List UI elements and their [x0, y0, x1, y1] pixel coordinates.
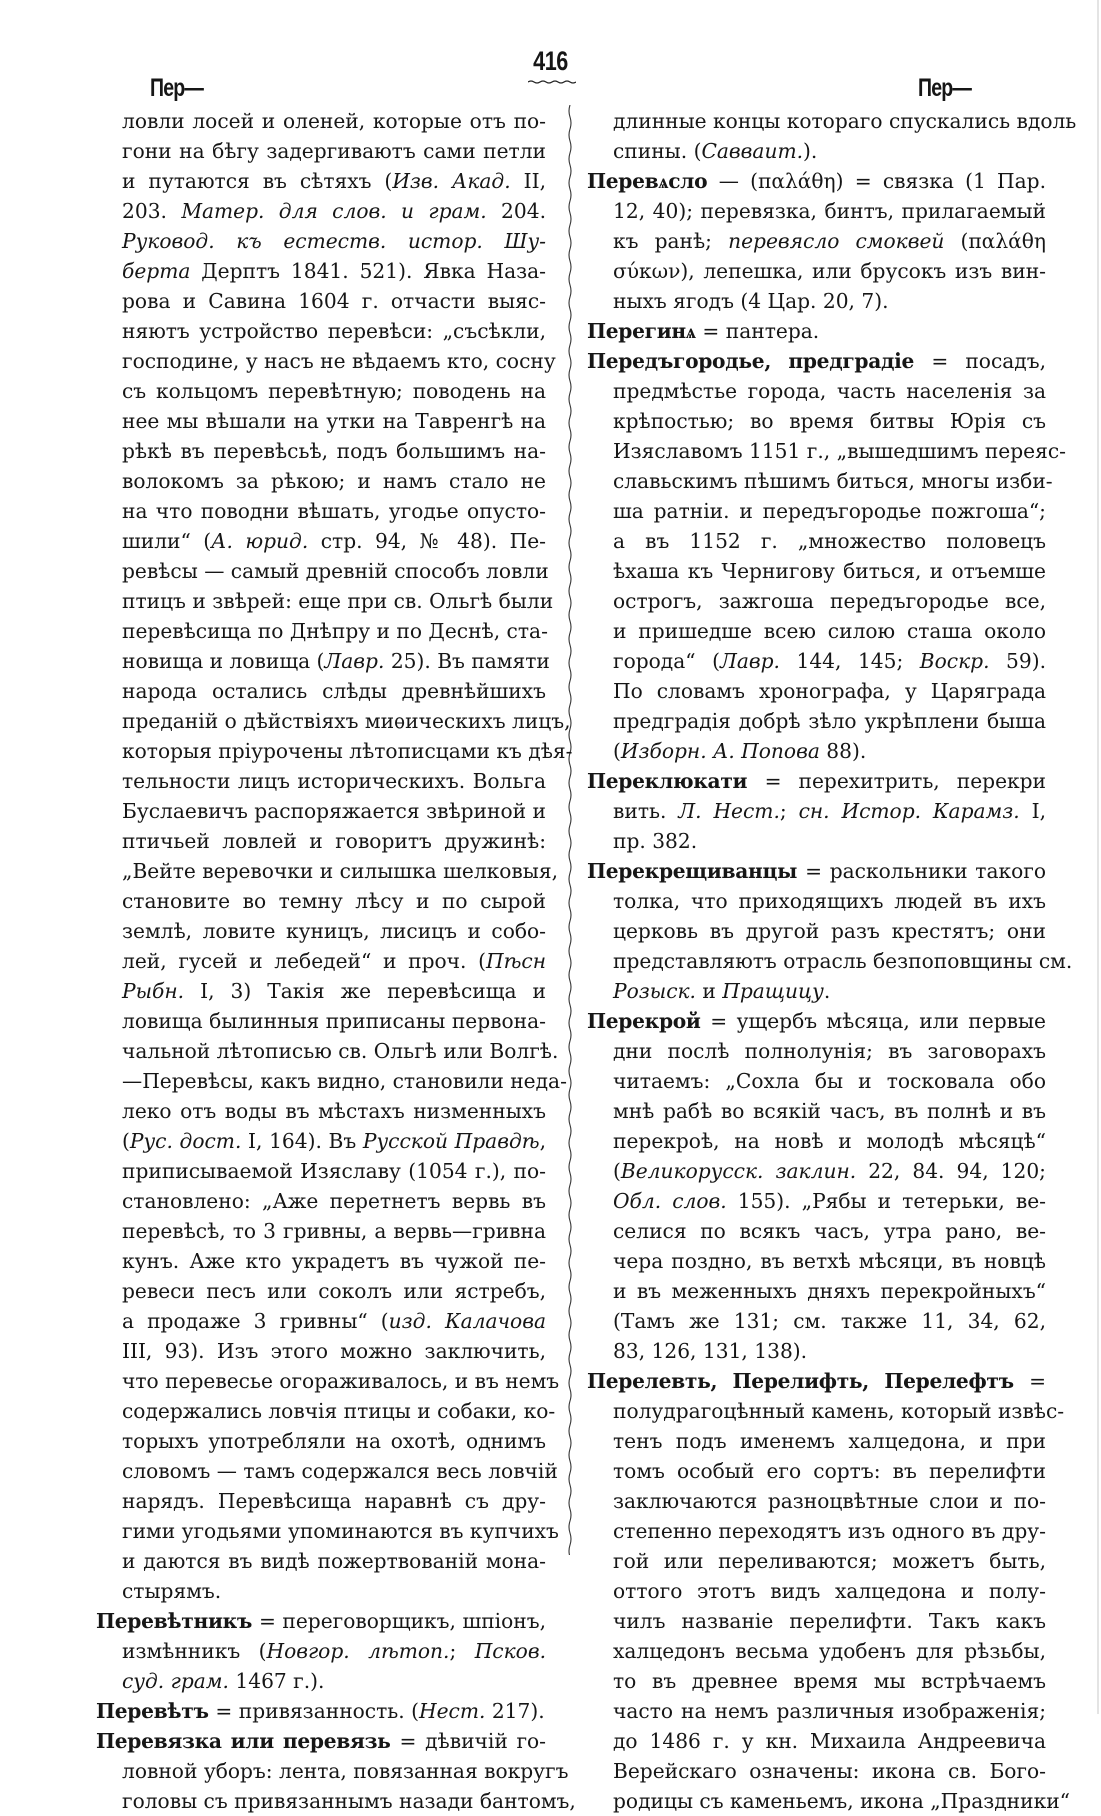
- entry-line: [587, 1156, 1046, 1186]
- headword: Перевѣтъ: [96, 1699, 216, 1723]
- citation-text: Изборн. А. Попова: [620, 739, 820, 763]
- line-text: 204.: [486, 199, 546, 223]
- entry-line: [587, 976, 1046, 1006]
- line-text: ;: [449, 1639, 475, 1663]
- citation-text: Великорусск. заклин.: [620, 1159, 857, 1183]
- entry-line: [587, 526, 1046, 556]
- continuation-line: [96, 286, 546, 316]
- line-text: становлено: „Аже перетнетъ вервь въ: [122, 1189, 546, 1213]
- line-text: и даются въ видѣ пожертвованій мона-: [122, 1549, 546, 1573]
- line-text: I, 164). Въ: [241, 1129, 363, 1153]
- line-text: нее мы вѣшали на утки на Тавренгѣ на: [122, 409, 546, 433]
- continuation-line: [587, 106, 1077, 136]
- headword: Перевѧсло: [587, 169, 719, 193]
- continuation-line: [96, 466, 546, 496]
- line-text: (Тамъ же 131; см. также 11, 34, 62,: [613, 1309, 1046, 1333]
- citation-text: Обл. слов.: [613, 1189, 727, 1213]
- line-text: = привязанность. (: [215, 1699, 419, 1723]
- line-text: приписываемой Изяславу (1054 г.), по-: [122, 1159, 546, 1183]
- entry-headline: [96, 1726, 546, 1756]
- line-text: которыя пріурочены лѣтописцами къ дѣя-: [122, 739, 573, 763]
- entry-line: [587, 1576, 1046, 1606]
- line-text: 22, 84. 94, 120;: [856, 1159, 1046, 1183]
- continuation-line: [96, 616, 546, 646]
- line-text: ныхъ ягодъ (4 Цар. 20, 7).: [613, 289, 889, 313]
- citation-text: Рыбн.: [122, 979, 185, 1003]
- citation-text: Руковод. къ естеств. истор. Шу-: [122, 229, 546, 253]
- entry-line: [587, 1396, 1065, 1426]
- line-text: = раскольники такого: [805, 859, 1046, 883]
- entry-line: [587, 1756, 1046, 1786]
- continuation-line: [96, 1426, 546, 1456]
- column-divider-icon: [567, 105, 573, 1555]
- continuation-line: [96, 1486, 546, 1516]
- line-text: головы съ привязаннымъ назади бантомъ,: [122, 1789, 576, 1813]
- continuation-line: [96, 556, 549, 586]
- citation-text: суд. грам.: [122, 1669, 229, 1693]
- entry-line: [587, 406, 1046, 436]
- line-text: гони на бѣгу задергиваютъ сами петли: [122, 139, 546, 163]
- line-text: 144, 145;: [779, 649, 920, 673]
- line-text: стр. 94, № 48). Пе-: [308, 529, 546, 553]
- line-text: представляютъ отрасль безпоповщины см.: [613, 949, 1073, 973]
- line-text: ).: [803, 139, 818, 163]
- line-text: кунъ. Аже кто украдетъ въ чужой пе-: [122, 1249, 546, 1273]
- line-text: родицы съ каменьемъ, икона „Праздники“: [613, 1789, 1070, 1813]
- citation-text: перевясло смоквей: [728, 229, 945, 253]
- line-text: землѣ, ловите куницъ, лисицъ и собо-: [122, 919, 546, 943]
- entry-line: [96, 1636, 546, 1666]
- line-text: (: [613, 1159, 621, 1183]
- citation-text: Лавр.: [719, 649, 780, 673]
- entry-line: [587, 1246, 1046, 1276]
- continuation-line: [96, 1396, 556, 1426]
- line-text: стырямъ.: [122, 1579, 222, 1603]
- line-text: По словамъ хронографа, у Царяграда: [613, 679, 1046, 703]
- line-text: 12, 40); перевязка, бинтъ, прилагаемый: [613, 199, 1046, 223]
- line-text: σύκων), лепешка, или брусокъ изъ вин-: [613, 259, 1046, 283]
- entry-line: [587, 286, 1046, 316]
- entry-line: [96, 1666, 546, 1696]
- citation-text: Матер. для слов. и грам.: [181, 199, 487, 223]
- continuation-line: [96, 376, 546, 406]
- citation-text: Лавр.: [324, 649, 385, 673]
- line-text: ловной уборъ: лента, повязанная вокругъ: [122, 1759, 569, 1783]
- entry-line: [587, 1546, 1046, 1576]
- line-text: и путаются въ сѣтяхъ (: [122, 169, 393, 193]
- line-text: къ ранѣ;: [613, 229, 729, 253]
- entry-line: [587, 1336, 1046, 1366]
- entry-headline: [587, 346, 1046, 376]
- citation-text: Нест.: [418, 1699, 486, 1723]
- line-text: степенно переходятъ изъ одного въ дру-: [613, 1519, 1046, 1543]
- headword: Переклюкати: [587, 769, 765, 793]
- entry-line: [587, 226, 1046, 256]
- entry-line: [587, 1666, 1046, 1696]
- line-text: и пришедше всею силою сташа около: [613, 619, 1046, 643]
- headword: Перелевть, Перелифть, Перелефтъ: [587, 1369, 1030, 1393]
- continuation-line: [96, 1186, 546, 1216]
- line-text: тенъ подъ именемъ халцедона, и при: [613, 1429, 1046, 1453]
- citation-text: берта: [122, 259, 191, 283]
- line-text: 88).: [819, 739, 867, 763]
- entry-line: [587, 556, 1046, 586]
- line-text: съ кольцомъ перевѣтную; поводень на: [122, 379, 546, 403]
- continuation-line: [96, 736, 573, 766]
- line-text: а продаже 3 гривны“ (: [122, 1309, 389, 1333]
- line-text: спины. (: [613, 139, 702, 163]
- line-text: селися по всякъ часъ, утра рано, ве-: [613, 1219, 1046, 1243]
- line-text: дни послѣ полнолунія; въ заговорахъ: [613, 1039, 1046, 1063]
- continuation-line: [96, 106, 546, 136]
- continuation-line: [96, 1156, 546, 1186]
- line-text: (: [122, 1129, 130, 1153]
- continuation-line: [96, 946, 546, 976]
- continuation-line: [96, 766, 546, 796]
- line-text: чилъ названіе перелифти. Такъ какъ: [613, 1609, 1046, 1633]
- line-text: новища и ловища (: [122, 649, 325, 673]
- entry-line: [587, 1066, 1046, 1096]
- entry-line: [587, 1636, 1046, 1666]
- entry-line: [587, 1306, 1046, 1336]
- headword: Перевѣтникъ: [96, 1609, 259, 1633]
- citation-text: Пращицу: [722, 979, 824, 1003]
- left-column: [96, 106, 576, 1816]
- entry-line: [587, 1426, 1046, 1456]
- line-text: церковь въ другой разъ крестятъ; они: [613, 919, 1046, 943]
- line-text: 155). „Рябы и тетерьки, ве-: [726, 1189, 1046, 1213]
- line-text: =: [1029, 1369, 1046, 1393]
- line-text: = пантера.: [702, 319, 820, 343]
- continuation-line: [96, 1366, 560, 1396]
- line-text: 203.: [122, 199, 182, 223]
- running-head-right: Пер—: [918, 74, 972, 102]
- entry-line: [587, 886, 1046, 916]
- line-text: лей, гусей и лебедей“ и проч. (: [122, 949, 486, 973]
- line-text: предмѣстье города, часть населенія за: [613, 379, 1046, 403]
- line-text: ловли лосей и оленей, которые отъ по-: [122, 109, 546, 133]
- continuation-line: [96, 916, 546, 946]
- line-text: длинные концы котораго спускались вдоль: [613, 109, 1077, 133]
- page-number: 416: [533, 46, 568, 76]
- entry-headline: [587, 766, 1046, 796]
- page-number-underline-icon: [528, 80, 576, 84]
- continuation-line: [587, 136, 1046, 166]
- citation-text: сн. Истор. Карамз.: [798, 799, 1020, 823]
- citation-text: Рус. дост.: [129, 1129, 242, 1153]
- entry-line: [587, 1516, 1046, 1546]
- continuation-line: [96, 1096, 546, 1126]
- entry-line: [587, 796, 1046, 826]
- headword: Перекрещиванцы: [587, 859, 806, 883]
- entry-line: [587, 256, 1046, 286]
- continuation-line: [96, 676, 546, 706]
- line-text: господине, у насъ не вѣдаемъ кто, сосну: [122, 349, 556, 373]
- continuation-line: [96, 1216, 546, 1246]
- citation-text: Пѣсн: [485, 949, 546, 973]
- line-text: острогъ, зажгоша передъгородье все,: [613, 589, 1046, 613]
- line-text: становите во темну лѣсу и по сырой: [122, 889, 546, 913]
- line-text: города“ (: [613, 649, 720, 673]
- line-text: 217).: [485, 1699, 545, 1723]
- entry-line: [587, 1186, 1046, 1216]
- line-text: перекроѣ, на новѣ и молодѣ мѣсяцѣ“: [613, 1129, 1046, 1153]
- citation-text: Воскр.: [919, 649, 990, 673]
- line-text: то въ древнее время мы встрѣчаемъ: [613, 1669, 1046, 1693]
- line-text: „Вейте веревочки и силышка шелковыя,: [122, 859, 559, 883]
- continuation-line: [96, 436, 546, 466]
- line-text: гими угодьями упоминаются въ купчихъ: [122, 1519, 559, 1543]
- continuation-line: [96, 1276, 546, 1306]
- line-text: .: [823, 979, 831, 1003]
- entry-line: [587, 1096, 1046, 1126]
- entry-line: [587, 586, 1046, 616]
- line-text: пр. 382.: [613, 829, 698, 853]
- line-text: мнѣ рабѣ во всякій часъ, въ полнѣ и въ: [613, 1099, 1046, 1123]
- citation-text: А. юрид.: [211, 529, 309, 553]
- line-text: ревеси песъ или соколъ или ястребъ,: [122, 1279, 546, 1303]
- continuation-line: [96, 196, 546, 226]
- entry-line: [587, 826, 1046, 856]
- line-text: III, 93). Изъ этого можно заключить,: [122, 1339, 546, 1363]
- entry-line: [587, 1276, 1046, 1306]
- entry-line: [587, 1606, 1046, 1636]
- entry-headline: [587, 1006, 1046, 1036]
- entry-line: [587, 916, 1046, 946]
- entry-headline: [587, 856, 1046, 886]
- continuation-line: [96, 886, 546, 916]
- continuation-line: [96, 646, 550, 676]
- entry-line: [587, 676, 1046, 706]
- line-text: ловища былинныя приписаны первона-: [122, 1009, 546, 1033]
- entry-line: [587, 466, 1053, 496]
- citation-text: Розыск.: [613, 979, 696, 1003]
- line-text: гой или переливаются; можетъ быть,: [613, 1549, 1046, 1573]
- line-text: и въ меженныхъ дняхъ перекройныхъ“: [613, 1279, 1046, 1303]
- line-text: (: [613, 739, 621, 763]
- right-column: [587, 106, 1077, 1816]
- entry-line: [587, 706, 1046, 736]
- line-text: 25). Въ памяти: [384, 649, 550, 673]
- line-text: = ущербъ мѣсяца, или первые: [710, 1009, 1047, 1033]
- continuation-line: [96, 346, 556, 376]
- line-text: читаемъ: „Сохла бы и тосковала обо: [613, 1069, 1046, 1093]
- line-text: птичьей ловлей и говоритъ дружинѣ:: [122, 829, 546, 853]
- entry-line: [587, 1216, 1046, 1246]
- line-text: ша ратніи. и передъгородье пожгоша“;: [613, 499, 1046, 523]
- line-text: чальной лѣтописью св. Ольгѣ или Волгѣ.: [122, 1039, 559, 1063]
- entry-line: [587, 1486, 1046, 1516]
- line-text: содержались ловчія птицы и собаки, ко-: [122, 1399, 556, 1423]
- line-text: часто на немъ различныя изображенія;: [613, 1699, 1046, 1723]
- continuation-line: [96, 526, 546, 556]
- entry-line: [96, 1756, 569, 1786]
- continuation-line: [96, 256, 546, 286]
- continuation-line: [96, 1066, 567, 1096]
- entry-headline: [587, 316, 1046, 346]
- line-text: Изяславомъ 1151 г., „вышедшимъ переяс-: [613, 439, 1066, 463]
- line-text: на что поводни вѣшать, угодье опусто-: [122, 499, 546, 523]
- line-text: нарядъ. Перевѣсища наравнѣ съ дру-: [122, 1489, 546, 1513]
- line-text: Буслаевичъ распоряжается звѣриной и: [122, 799, 546, 823]
- line-text: словомъ — тамъ содержался весь ловчій: [122, 1459, 558, 1483]
- line-text: Дерптъ 1841. 521). Явка Наза-: [190, 259, 546, 283]
- entry-line: [587, 736, 1046, 766]
- entry-line: [587, 1726, 1046, 1756]
- entry-headline: [96, 1606, 546, 1636]
- citation-text: Псков.: [474, 1639, 546, 1663]
- continuation-line: [96, 1516, 559, 1546]
- line-text: а въ 1152 г. „множество половецъ: [613, 529, 1046, 553]
- citation-text: Л. Нест.: [678, 799, 780, 823]
- continuation-line: [96, 586, 554, 616]
- entry-line: [587, 436, 1066, 466]
- entry-line: [587, 1696, 1046, 1726]
- line-text: торыхъ употребляли на охотѣ, однимъ: [122, 1429, 546, 1453]
- line-text: оттого этотъ видъ халцедона и полу-: [613, 1579, 1046, 1603]
- line-text: 59).: [989, 649, 1046, 673]
- continuation-line: [96, 1546, 546, 1576]
- continuation-line: [96, 316, 546, 346]
- line-text: преданій о дѣйствіяхъ миѳическихъ лицъ,: [122, 709, 571, 733]
- entry-line: [587, 1126, 1046, 1156]
- line-text: тельности лицъ историческихъ. Вольга: [122, 769, 546, 793]
- citation-text: изд. Калачова: [388, 1309, 546, 1333]
- line-text: рова и Савина 1604 г. отчасти выяс-: [122, 289, 546, 313]
- line-text: = посадъ,: [931, 349, 1046, 373]
- line-text: рѣкѣ въ перевѣсьѣ, подъ большимъ на-: [122, 439, 546, 463]
- line-text: славьскимъ пѣшимъ биться, многы изби-: [613, 469, 1053, 493]
- line-text: I, 3) Такія же перевѣсища и: [184, 979, 546, 1003]
- line-text: и: [695, 979, 723, 1003]
- line-text: перевѣсища по Днѣпру и по Деснѣ, ста-: [122, 619, 548, 643]
- continuation-line: [96, 796, 546, 826]
- continuation-line: [96, 826, 546, 856]
- scan-edge: [1097, 0, 1099, 1714]
- line-text: леко отъ воды въ мѣстахъ низменныхъ: [122, 1099, 546, 1123]
- line-text: что перевесье огораживалось, и въ немъ: [122, 1369, 560, 1393]
- entry-line: [587, 1786, 1070, 1816]
- line-text: томъ особый его сортъ: въ перелифти: [613, 1459, 1046, 1483]
- line-text: чера поздно, въ ветхѣ мѣсяци, въ новцѣ: [613, 1249, 1046, 1273]
- continuation-line: [96, 1576, 546, 1606]
- continuation-line: [96, 976, 546, 1006]
- citation-text: Новгор. лѣтоп.: [266, 1639, 450, 1663]
- citation-text: Изв. Акад.: [392, 169, 511, 193]
- line-text: II,: [510, 169, 546, 193]
- entry-headline: [587, 166, 1046, 196]
- line-text: толка, что приходящихъ людей въ ихъ: [613, 889, 1046, 913]
- headword: Перевязка или перевязь: [96, 1729, 400, 1753]
- line-text: заключаются разноцвѣтные слои и по-: [613, 1489, 1046, 1513]
- line-text: ;: [779, 799, 799, 823]
- line-text: ревѣсы — самый древній способъ ловли: [122, 559, 549, 583]
- entry-line: [587, 196, 1046, 226]
- entry-line: [587, 1036, 1046, 1066]
- line-text: до 1486 г. у кн. Михаила Андреевича: [613, 1729, 1046, 1753]
- entry-line: [587, 496, 1046, 526]
- line-text: (παλάθη: [944, 229, 1046, 253]
- citation-text: Русской Правдѣ: [362, 1129, 540, 1153]
- entry-line: [587, 616, 1046, 646]
- line-text: предградія добрѣ зѣло укрѣплени быша: [613, 709, 1046, 733]
- entry-line: [96, 1786, 576, 1816]
- line-text: = дѣвичій го-: [399, 1729, 547, 1753]
- continuation-line: [96, 1456, 558, 1486]
- entry-line: [587, 646, 1046, 676]
- line-text: крѣпостью; во время битвы Юрія съ: [613, 409, 1046, 433]
- line-text: няютъ устройство перевѣси: „съсѣкли,: [122, 319, 546, 343]
- line-text: полудрагоцѣнный камень, который извѣс-: [613, 1399, 1065, 1423]
- continuation-line: [96, 136, 546, 166]
- continuation-line: [96, 856, 559, 886]
- continuation-line: [96, 1036, 559, 1066]
- continuation-line: [96, 496, 546, 526]
- citation-text: Саввaит.: [701, 139, 804, 163]
- line-text: измѣнникъ (: [122, 1639, 267, 1663]
- line-text: шили“ (: [122, 529, 212, 553]
- continuation-line: [96, 406, 546, 436]
- continuation-line: [96, 1126, 546, 1156]
- line-text: народа остались слѣды древнѣйшихъ: [122, 679, 546, 703]
- line-text: I,: [1019, 799, 1047, 823]
- continuation-line: [96, 1306, 546, 1336]
- headword: Передъгородье, предградіе: [587, 349, 932, 373]
- line-text: —Перевѣсы, какъ видно, становили неда-: [122, 1069, 567, 1093]
- line-text: 1467 г.).: [228, 1669, 325, 1693]
- continuation-line: [96, 226, 546, 256]
- continuation-line: [96, 1246, 546, 1276]
- line-text: перевѣсѣ, то 3 гривны, а вервь—гривна: [122, 1219, 546, 1243]
- line-text: = перехитрить, перекри: [764, 769, 1047, 793]
- entry-headline: [587, 1366, 1046, 1396]
- entry-line: [587, 1456, 1046, 1486]
- line-text: волокомъ за рѣкою; и намъ стало не: [122, 469, 546, 493]
- line-text: халцедонъ весьма удобенъ для рѣзьбы,: [613, 1639, 1046, 1663]
- line-text: = переговорщикъ, шпіонъ,: [258, 1609, 546, 1633]
- continuation-line: [96, 706, 571, 736]
- line-text: Верейскаго означены: икона св. Бого-: [613, 1759, 1046, 1783]
- entry-line: [587, 376, 1046, 406]
- headword: Перегинѧ: [587, 319, 703, 343]
- headword: Перекрой: [587, 1009, 711, 1033]
- line-text: ѣхаша къ Чернигову биться, и отъемше: [613, 559, 1046, 583]
- entry-headline: [96, 1696, 546, 1726]
- line-text: 83, 126, 131, 138).: [613, 1339, 808, 1363]
- entry-line: [587, 946, 1073, 976]
- line-text: — (παλάθη) = связка (1 Пар.: [718, 169, 1046, 193]
- continuation-line: [96, 1006, 546, 1036]
- line-text: ,: [539, 1129, 546, 1153]
- running-head-left: Пер—: [150, 74, 204, 102]
- line-text: вить.: [613, 799, 679, 823]
- line-text: птицъ и звѣрей: еще при св. Ольгѣ были: [122, 589, 554, 613]
- continuation-line: [96, 1336, 546, 1366]
- continuation-line: [96, 166, 546, 196]
